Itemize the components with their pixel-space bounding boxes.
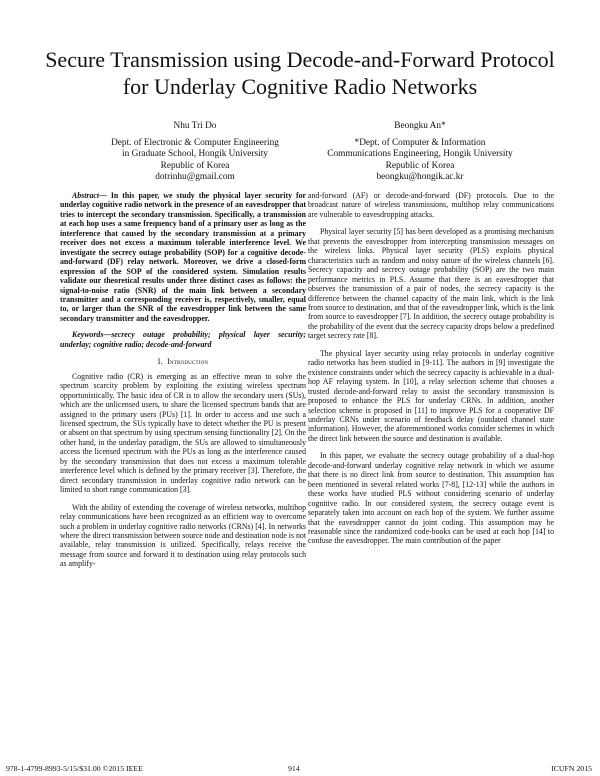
- author-affiliation-line: Communications Engineering, Hongik University: [327, 149, 513, 159]
- author-affiliation-line: Republic of Korea: [385, 160, 455, 171]
- footer-page-number: 914: [288, 764, 300, 773]
- footer-conference: ICUFN 2015: [551, 764, 592, 773]
- author-affiliation-line: *Dept. of Computer & Information: [354, 137, 486, 148]
- left-column: [60, 191, 306, 569]
- author-block-1: [95, 121, 295, 184]
- body-paragraph: The physical layer security using relay protocols in underlay cognitive radio networks has been studied in [9-11]. The authors in [9] investigate the existence constraints under which the secrecy capacity is achievable in a dual-hop AF relaying system. In [10], a relay selection scheme that chooses a trusted decode-and-forward relay to assist the secondary transmission is proposed to enhance the PLS for underlay CRNs. In addition, another selection scheme is proposed in [11] to improve PLS for a cooperative DF underlay CRNs under scenario of feedback delay (outdated channel state information). However, the aforementioned works consider schemes in which the direct link between the source and destination is available.: [308, 348, 554, 443]
- keywords: Keywords—secrecy outage probability; physical layer security; underlay; cognitive radio; decode-and-forward: [60, 330, 306, 349]
- author-affiliation-line: in Graduate School, Hongik University: [122, 149, 268, 159]
- section-title: Introduction: [167, 357, 209, 367]
- right-column: [308, 191, 554, 546]
- body-paragraph: and-forward (AF) or decode-and-forward (DF) protocols. Due to the broadcast nature of wireless transmissions, multihop relay communications are vulnerable to eavesdropping attacks.: [308, 191, 554, 219]
- author-block-2: [310, 121, 530, 184]
- abstract-label: Abstract: [72, 191, 100, 200]
- author-name: Nhu Tri Do: [173, 121, 217, 131]
- author-email: dotrinhu@gmail.com: [155, 172, 235, 182]
- section-number: I.: [157, 357, 163, 367]
- author-name: Beongku An*: [394, 121, 446, 131]
- abstract-text: — In this paper, we study the physical layer security for underlay cognitive radio network in the presence of an eavesdropper that tries to intercept the secondary transmission. Specifically, a transmission at each hop uses a same frequency band of a primary user as long as the interference that caused by the secondary transmission at a primary receiver does not excess a maximum tolerable interference level. We investigate the secrecy outage probability (SOP) for a cognitive decode-and-forward (DF) relay network. Moreover, we drive a closed-form expression of the SOP of the considered system. Simulation results validate our theoretical results under three distinct cases as follows: the signal-to-noise ratio (SNR) of the main link between a secondary transmitter and a corresponding receiver is, respectively, smaller, equal to, or larger than the SNR of the eavesdropper link between the same secondary transmitter and the eavesdropper.: [60, 191, 306, 323]
- body-paragraph: Cognitive radio (CR) is emerging as an effective mean to solve the spectrum scarcity problem by exploiting the existing wireless spectrum opportunistically. The basic idea of CR is to allow the secondary users (SUs), which are the unlicensed users, to share the licensed spectrum bands that are assigned to the primary users (PUs) [1]. In order to access and use such a licensed spectrum, the SUs typically have to detect whether the PU is present or absent on that spectrum by using spectrum sensing functionality [2]. On the other hand, in the underlay paradigm, the SUs are allowed to simultaneously access the licensed spectrum with the PUs as long as the interference caused by the secondary transmission that does not excess a maximum tolerable interference level which is defined by the primary receiver [3]. Therefore, the direct secondary transmission in underlay cognitive radio network can be limited to short range communication [3].: [60, 371, 306, 495]
- footer-isbn: 978-1-4799-8993-5/15/$31.00 ©2015 IEEE: [6, 764, 143, 773]
- body-paragraph: Physical layer security [5] has been developed as a promising mechanism that prevents the eavesdropper from intercepting transmission messages on the wireless links. Physical layer security (PLS) exploits physical characteristics such as random and noisy nature of the wireless channels [6]. Secrecy capacity and secrecy outage probability (SOP) are the two main performance metrics in PLS. Assume that there is an eavesdropper that observes the transmission of a pair of nodes, the secrecy capacity is the difference between the channel capacity of the main link, which is the link from source to destination, and that of the eavesdropper link, which is the link from source to eavesdropper [7]. In addition, the secrecy outage probability is the probability of the event that the secrecy capacity drops below a predefined target secrecy rate [8].: [308, 227, 554, 341]
- author-email: beongku@hongik.ac.kr: [376, 172, 464, 182]
- abstract: [60, 191, 306, 323]
- author-affiliation-line: Dept. of Electronic & Computer Engineering: [111, 137, 279, 148]
- author-affiliation-line: Republic of Korea: [160, 160, 230, 171]
- page-footer: [0, 764, 600, 774]
- paper-title: Secure Transmission using Decode-and-Forward Protocol for Underlay Cognitive Radio Networks: [45, 47, 555, 99]
- body-paragraph: In this paper, we evaluate the secrecy outage probability of a dual-hop decode-and-forward underlay cognitive relay network in which we assume that there is no direct link from source to destination. This assumption has been mentioned in several related works [7-8], [12-13] while the authors in these works have studied PLS without considering scenario of underlay cognitive radio. In our considered system, the secrecy outage event is separately taken into account on each hop of the system. We further assume that the eavesdropper cannot do joint coding. This assumption may be reasonable since the randomized code-books can be used at each hop [14] to confuse the eavesdropper. The main contribution of the paper: [308, 451, 554, 546]
- section-heading: [60, 357, 306, 366]
- body-paragraph: With the ability of extending the coverage of wireless networks, multihop relay communications have been recognized as an efficient way to overcome such a problem in underlay cognitive radio networks (CRNs) [4]. In networks where the direct transmission between source node and destination node is not available, relay transmission is utilized. Specifically, relays receive the message from source and forward it to destination using relay protocols such as amplify-: [60, 502, 306, 569]
